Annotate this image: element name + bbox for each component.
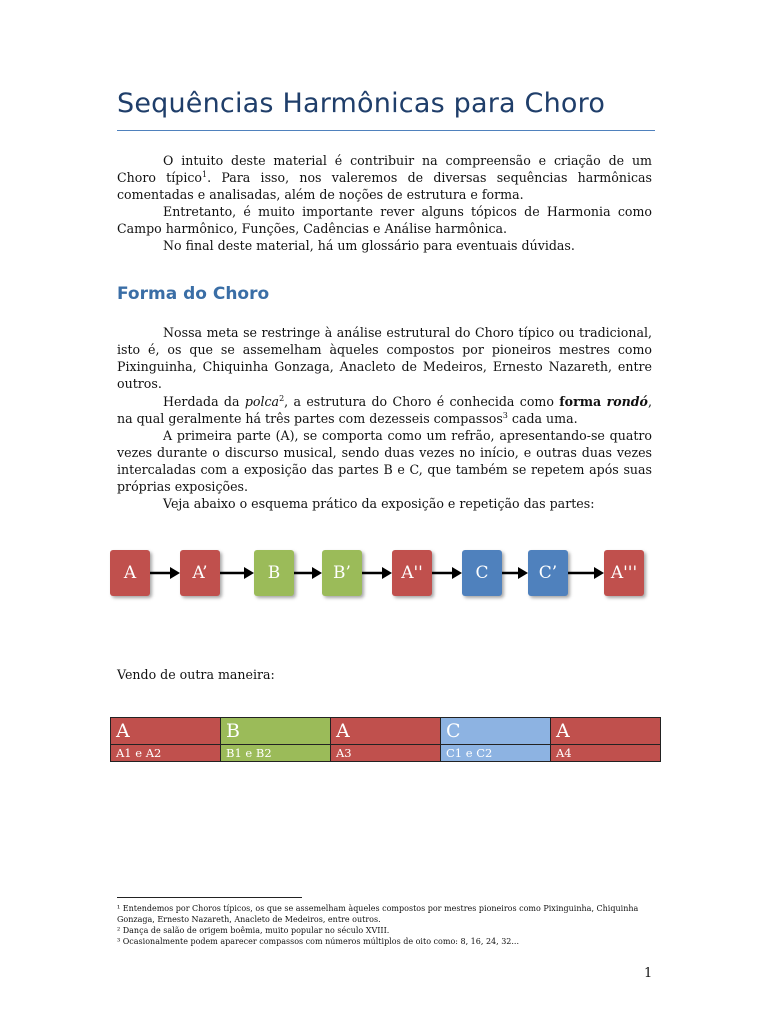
section-paragraph-3: A primeira parte (A), se comporta como um refrão, apresentando-se quatro vezes durante o discurso musical, sendo duas vezes no início, e outras duas vezes intercaladas com a exposição das partes B e C, que também se repetem após suas próprias exposições. [117,428,652,494]
section-paragraph-4: Veja abaixo o esquema prático da exposição e repetição das partes: [163,496,595,511]
table-cell-sections: A3 [331,745,441,762]
table-cell-part: C [441,718,551,745]
form-diagram [110,550,655,598]
footnote-2: ² Dança de salão de origem boêmia, muito popular no século XVIII. [117,926,390,935]
diagram-box-a-prime [180,550,220,596]
table-cell-sections: C1 e C2 [441,745,551,762]
diagram-box-label: A'' [401,563,423,583]
intro-paragraph-1 [117,152,652,203]
section-heading: Forma do Choro [117,284,270,304]
footnote-3: ³ Ocasionalmente podem aparecer compassos com números múltiplos de oito como: 8, 16, 24, 32... [117,937,520,946]
intro-paragraph-2: Entretanto, é muito importante rever alguns tópicos de Harmonia como Campo harmônico, Funções, Cadências e Análise harmônica. [117,204,652,236]
diagram-box-a-triple [604,550,644,596]
other-way-label: Vendo de outra maneira: [117,667,275,682]
footnote-ref-1[interactable]: 1 [202,169,208,179]
table-cell-sections: A4 [551,745,661,762]
diagram-box-c [462,550,502,596]
diagram-box-a-double [392,550,432,596]
footnote-ref-3[interactable]: 3 [502,410,508,420]
intro-paragraph-3: No final deste material, há um glossário para eventuais dúvidas. [163,238,575,253]
arrow-icon [432,565,462,581]
section-p2-text-d: cada uma. [507,411,578,426]
footnote-1: ¹ Entendemos por Choros típicos, os que se assemelham àqueles compostos por mestres pioneiros como Pixinguinha, Chiquinha Gonzaga, Ernesto Nazareth, Anacleto de Medeiros, entre outros. [117,904,639,924]
arrow-icon [502,565,528,581]
diagram-box-label: A’ [192,563,208,583]
forma-term: forma [559,394,602,409]
diagram-box-b-prime [322,550,362,596]
arrow-icon [150,565,180,581]
table-cell-part: A [111,718,221,745]
section-p2-text: Herdada da [163,394,245,409]
table-cell-part: A [331,718,441,745]
section-p2-text-b: , a estrutura do Choro é conhecida como [284,394,560,409]
footnote-separator [117,897,302,898]
arrow-icon [362,565,392,581]
title-rule [117,130,655,131]
table-cell-sections: B1 e B2 [221,745,331,762]
polca-term: polca [244,394,280,409]
diagram-box-label: A''' [610,563,638,583]
diagram-box-label: A [123,563,137,583]
table-cell-sections: A1 e A2 [111,745,221,762]
diagram-box-label: B’ [333,563,351,583]
table-row [111,718,661,745]
rondo-term: rondó [606,394,648,409]
arrow-icon [568,565,604,581]
table-cell-part: A [551,718,661,745]
diagram-box-a [110,550,150,596]
intro-p1-text: O intuito deste material é contribuir na compreensão e criação de um Choro típico [117,153,652,185]
section-paragraph-2 [117,393,652,427]
arrow-icon [220,565,254,581]
diagram-box-label: C [475,563,489,583]
form-table [110,717,661,762]
section-p2-text-c: , na qual geralmente há três partes com dezesseis compassos [117,394,652,426]
diagram-box-b [254,550,294,596]
page-title: Sequências Harmônicas para Choro [117,88,606,119]
section-paragraph-1: Nossa meta se restringe à análise estrutural do Choro típico ou tradicional, isto é, os que se assemelham àqueles compostos por pioneiros mestres como Pixinguinha, Chiquinha Gonzaga, Anacleto de Medeiros, Ernesto Nazareth, entre outros. [117,325,652,391]
table-row [111,745,661,762]
diagram-box-label: B [267,563,281,583]
diagram-box-c-prime [528,550,568,596]
intro-p1-text-cont: . Para isso, nos valeremos de diversas sequências harmônicas comentadas e analisadas, além de noções de estrutura e forma. [117,170,652,202]
diagram-box-label: C’ [538,563,558,583]
table-cell-part: B [221,718,331,745]
page-number: 1 [644,966,653,981]
arrow-icon [294,565,322,581]
footnote-ref-2[interactable]: 2 [279,393,285,403]
